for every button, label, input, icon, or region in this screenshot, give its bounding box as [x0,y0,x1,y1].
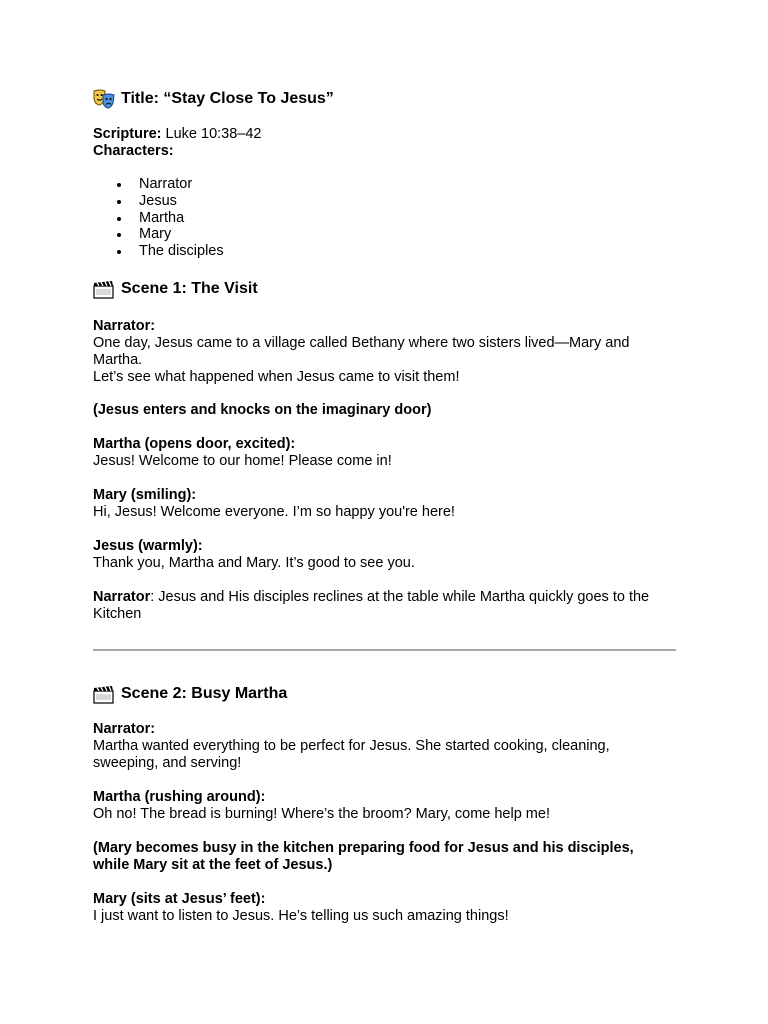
list-item: Martha [139,210,768,227]
dialogue-text: : Jesus and His disciples reclines at the table while Martha quickly goes to the Kitchen [93,588,650,622]
speaker-label: Narrator: [93,317,156,334]
dialogue-line: I just want to listen to Jesus. He’s telling us such amazing things! [93,907,509,924]
dialogue-line: One day, Jesus came to a village called Bethany where two sisters lived—Mary and Martha. [93,334,630,368]
dialogue-line: Jesus! Welcome to our home! Please come in! [93,452,392,469]
characters-label: Characters: [93,143,174,159]
scene-1-narrator-block [93,318,673,386]
dialogue-line: Let’s see what happened when Jesus came to visit them! [93,368,460,385]
speaker-label: Narrator [93,588,151,605]
scene-2-narrator-block [93,721,673,772]
stage-direction: (Mary becomes busy in the kitchen preparing food for Jesus and his disciples, while Mary sit at the feet of Jesus.) [93,839,634,873]
list-item: Mary [139,226,768,243]
scripture-value: Luke 10:38–42 [161,126,262,142]
scene-2-mary-block [93,891,673,925]
title-text: Title: “Stay Close To Jesus” [121,90,334,107]
scripture-line [93,126,768,143]
dialogue-line: Oh no! The bread is burning! Where’s the broom? Mary, come help me! [93,805,550,822]
clapperboard-icon [93,684,115,704]
meta-block [93,126,768,160]
scene-1-martha-block [93,436,673,470]
list-item: Narrator [139,176,768,193]
clapperboard-icon [93,279,115,299]
scene-1-stage-direction [93,402,673,419]
speaker-label: Mary (smiling): [93,486,197,503]
theater-masks-icon [93,89,115,109]
scene-2-martha-block [93,789,673,823]
list-item: Jesus [139,193,768,210]
stage-direction: (Jesus enters and knocks on the imaginary door) [93,401,432,418]
speaker-label: Martha (rushing around): [93,788,266,805]
dialogue-line: Hi, Jesus! Welcome everyone. I’m so happy you're here! [93,503,455,520]
section-divider [93,649,676,651]
speaker-label: Narrator: [93,720,156,737]
dialogue-line: Martha wanted everything to be perfect for Jesus. She started cooking, cleaning, sweeping, and serving! [93,737,610,771]
characters-list [93,176,768,260]
scripture-label: Scripture: [93,126,162,142]
scene-2-title: Scene 2: Busy Martha [121,684,288,702]
scene-1-title: Scene 1: The Visit [121,279,258,297]
scene-1-heading [93,278,768,300]
scene-1-mary-block [93,487,673,521]
scene-1-jesus-block [93,538,673,572]
speaker-label: Mary (sits at Jesus’ feet): [93,890,266,907]
scene-2-stage-direction [93,840,673,874]
document-title [93,88,768,110]
speaker-label: Martha (opens door, excited): [93,435,296,452]
list-item: The disciples [139,243,768,260]
speaker-label: Jesus (warmly): [93,537,203,554]
dialogue-line [93,589,673,623]
scene-2-heading [93,683,768,705]
dialogue-line: Thank you, Martha and Mary. It’s good to see you. [93,554,415,571]
scene-1-narrator-2-block [93,589,673,623]
